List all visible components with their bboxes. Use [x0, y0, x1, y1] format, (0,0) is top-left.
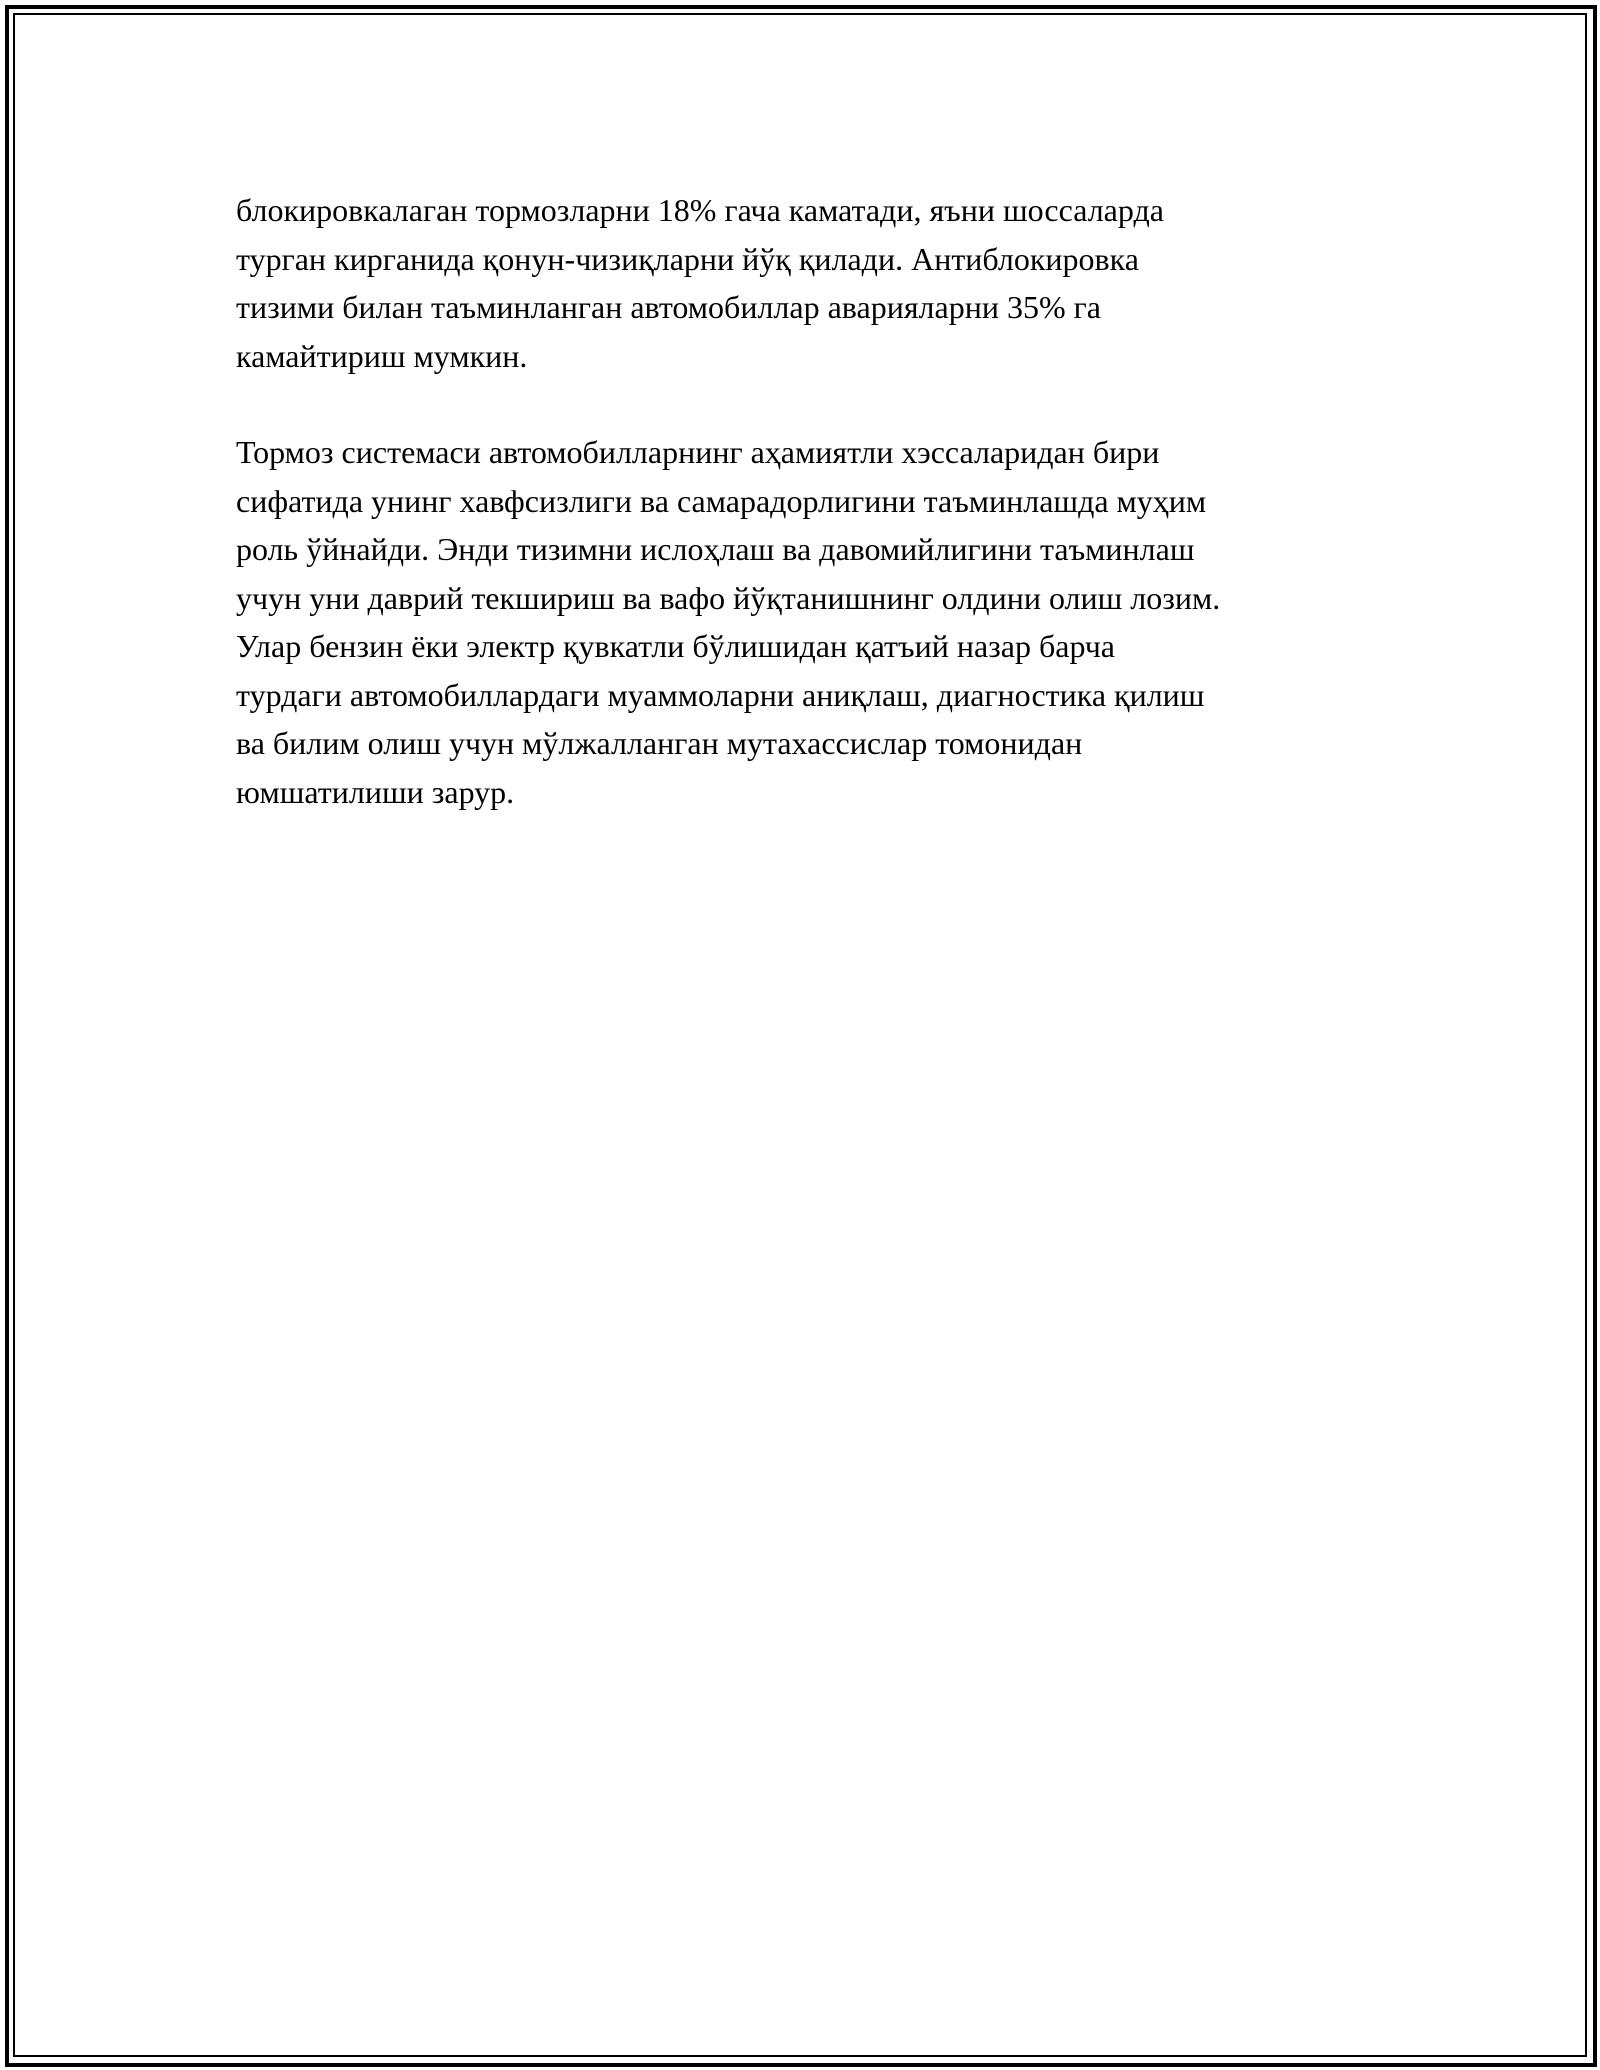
- document-body: [236, 186, 1386, 816]
- paragraph-1: блокировкалаган тормозларни 18% гача каматади, яъни шоссаларда турган кирганида қонун-чизиқларни йўқ қилади. Антиблокировка тизими билан таъминланган автомобиллар аварияларни 35% га камайтириш мумкин.: [236, 192, 1164, 374]
- paragraph-2: Тормоз системаси автомобилларнинг аҳамиятли хэссаларидан бири сифатида унинг хавфсизлиги ва самарадорлигини таъминлашда муҳим роль ўйнайди. Энди тизимни ислоҳлаш ва давомийлигини таъминлаш учун уни даврий текшириш ва вафо йўқтанишнинг олдини олиш лозим. Улар бензин ёки электр қувкатли бўлишидан қатъий назар барча турдаги автомобиллардаги муаммоларни аниқлаш, диагностика қилиш ва билим олиш учун мўлжалланган мутахассислар томонидан юмшатилиши зарур.: [236, 434, 1221, 810]
